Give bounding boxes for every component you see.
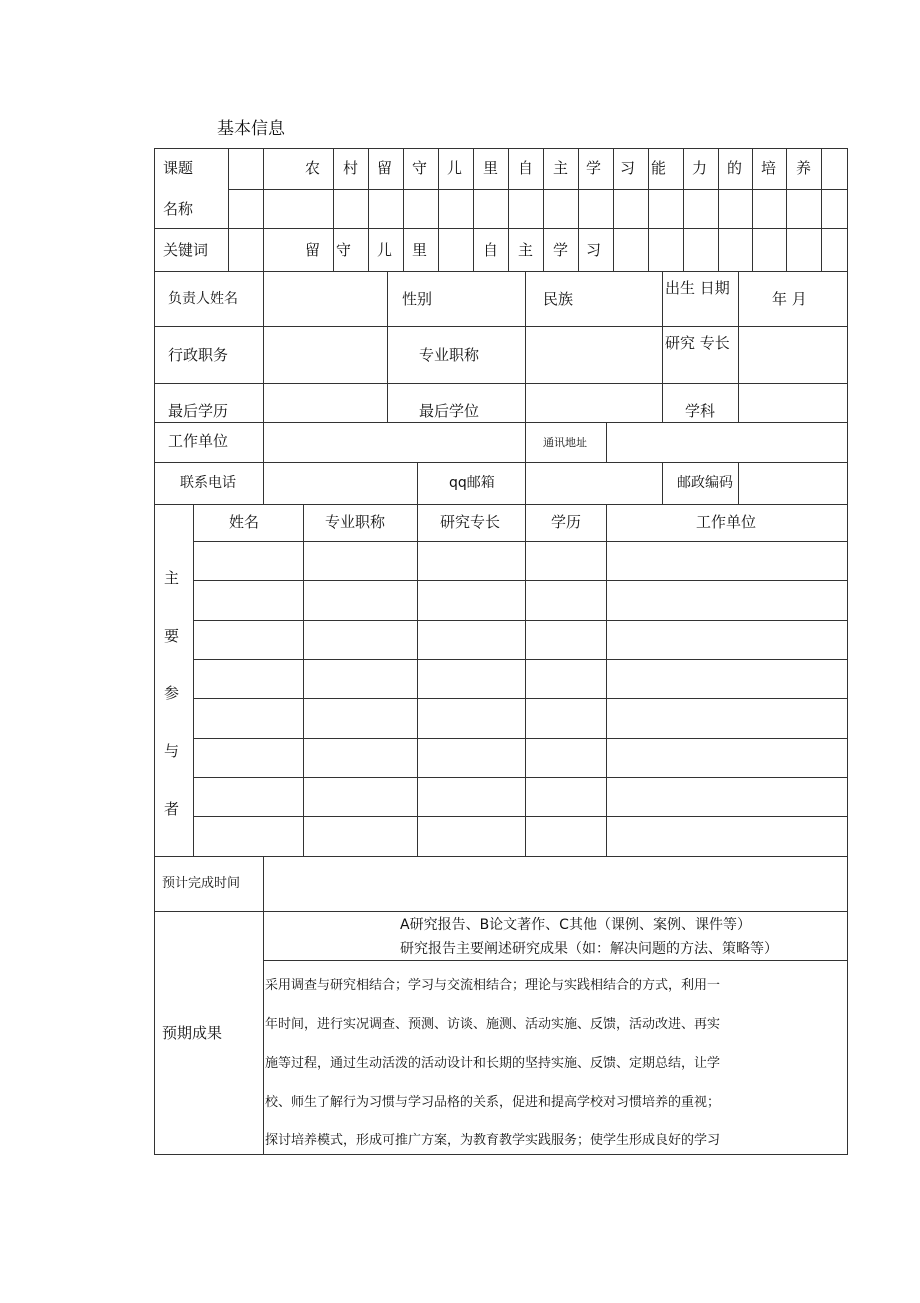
participants-col-specialty: 研究专长 xyxy=(440,513,501,531)
participants-col-name: 姓名 xyxy=(229,513,260,531)
phone-label: 联系电话 xyxy=(180,475,236,491)
outcomes-body-line: 校、师生了解行为习惯与学习品格的关系，促进和提高学校对习惯培养的重视； xyxy=(265,1095,721,1110)
work-unit-label: 工作单位 xyxy=(168,432,229,450)
outcomes-body-line: 施等过程，通过生动活泼的活动设计和长期的坚持实施、反馈、定期总结，让学 xyxy=(265,1056,721,1071)
table-border-left xyxy=(154,148,155,1155)
outcomes-body-line: 采用调查与研究相结合；学习与交流相结合；理论与实践相结合的方式，利用一 xyxy=(265,978,721,993)
professional-title-label: 专业职称 xyxy=(419,346,480,364)
leader-name-label: 负责人姓名 xyxy=(168,291,238,307)
topic-label-line1: 课题 xyxy=(163,159,194,177)
keyword-char: 守 xyxy=(336,241,352,259)
participants-side-label-char: 者 xyxy=(164,800,180,818)
keyword-char: 学 xyxy=(553,241,569,259)
topic-char: 农 xyxy=(305,159,321,177)
postal-code-label: 邮政编码 xyxy=(677,475,733,491)
admin-position-label: 行政职务 xyxy=(168,346,229,364)
section-title: 基本信息 xyxy=(217,119,285,139)
topic-char: 培 xyxy=(761,159,777,177)
topic-char: 主 xyxy=(553,159,569,177)
topic-char: 自 xyxy=(518,159,534,177)
topic-label-line2: 名称 xyxy=(163,200,194,218)
highest-education-label: 最后学历 xyxy=(168,402,229,420)
keyword-char: 留 xyxy=(305,241,321,259)
topic-char: 力 xyxy=(692,159,708,177)
topic-char: 的 xyxy=(727,159,743,177)
gender-label: 性别 xyxy=(402,290,433,308)
table-border-right xyxy=(847,148,848,1155)
year-month-label: 年 月 xyxy=(772,290,807,308)
participants-side-label-char: 与 xyxy=(164,742,180,760)
keyword-char: 自 xyxy=(483,241,499,259)
participants-side-label-char: 参 xyxy=(164,684,180,702)
ethnicity-label: 民族 xyxy=(543,290,574,308)
table-border-top xyxy=(154,148,848,149)
qq-email-label: qq邮箱 xyxy=(449,475,495,491)
topic-char: 村 xyxy=(343,159,359,177)
keyword-char: 习 xyxy=(586,241,602,259)
highest-degree-label: 最后学位 xyxy=(419,402,480,420)
participants-side-label-char: 主 xyxy=(164,569,180,587)
topic-char: 养 xyxy=(796,159,812,177)
completion-time-label: 预计完成时间 xyxy=(162,876,241,891)
table-border-bottom xyxy=(154,1154,848,1155)
keyword-char: 里 xyxy=(412,241,428,259)
outcomes-report-line: 研究报告主要阐述研究成果（如：解决问题的方法、策略等） xyxy=(400,941,778,957)
keywords-label: 关键词 xyxy=(163,241,209,259)
topic-char: 里 xyxy=(483,159,499,177)
discipline-label: 学科 xyxy=(685,402,716,420)
keyword-char: 儿 xyxy=(377,241,393,259)
topic-char: 习 xyxy=(620,159,636,177)
topic-char: 守 xyxy=(412,159,428,177)
participants-col-education: 学历 xyxy=(551,513,582,531)
topic-char: 留 xyxy=(377,159,393,177)
topic-char: 学 xyxy=(586,159,602,177)
topic-char: 能 xyxy=(651,159,667,177)
outcomes-types-line: A研究报告、B论文著作、C其他（课例、案例、课件等） xyxy=(400,917,751,933)
topic-char: 儿 xyxy=(447,159,463,177)
outcomes-body-line: 探讨培养模式，形成可推广方案，为教育教学实践服务；使学生形成良好的学习 xyxy=(265,1133,721,1148)
mailing-address-label: 通讯地址 xyxy=(543,436,587,449)
keyword-char: 主 xyxy=(518,241,534,259)
research-specialty-label: 研究 专长 xyxy=(665,334,730,352)
outcomes-body-line: 年时间，进行实况调查、预测、访谈、施测、活动实施、反馈，活动改进、再实 xyxy=(265,1017,721,1032)
participants-side-label-char: 要 xyxy=(164,627,180,645)
participants-col-work-unit: 工作单位 xyxy=(696,513,757,531)
birth-date-label: 出生 日期 xyxy=(665,279,730,297)
participants-col-title: 专业职称 xyxy=(325,513,386,531)
outcomes-label: 预期成果 xyxy=(162,1024,223,1042)
